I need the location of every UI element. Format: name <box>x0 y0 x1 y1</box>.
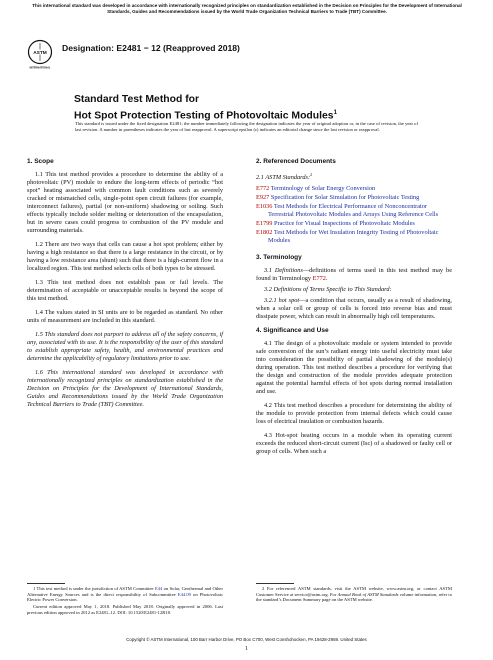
right-column <box>256 158 452 462</box>
title-line1: Standard Test Method for <box>74 94 200 105</box>
para-3-2: 3.2 Definitions of Terms Specific to This Standard: <box>264 286 392 294</box>
para-4-3: 4.3 Hot-spot heating occurs in a module when its operating current exceeds the reduced short-circuit current (Isc) of a shadowed or faulty cell or group of cells. When such a <box>256 432 452 456</box>
para-1-1: 1.1 This test method provides a procedure to determine the ability of a photovoltaic (PV) module to endure the long-term effects of periodic “hot spot” heating associated with common fault conditions such as severely cracked or mismatched cells, single-point open circuit failures (for example, interconnect failures), partial (or non-uniform) shadowing or soiling. Such effects typically include solder melting or deterioration of the encapsulation, but in severe cases could progress to combustion of the PV module and surrounding materials. <box>27 171 223 234</box>
ref-e1799[interactable]: E1799 Practice for Visual Inspections of Photovoltaic Modules <box>256 220 415 228</box>
para-3-2-1: 3.2.1 hot spot—a condition that occurs, usually as a result of shadowing, when a solar cell or group of cells is forced into reverse bias and must dissipate power, which can result in abnormally high cell temperatures. <box>256 297 452 321</box>
page-number: 1 <box>245 646 248 652</box>
astm-standards-label: 2.1 ASTM Standards:$^2$ <box>256 172 313 182</box>
designation: Designation: E2481 − 12 (Reapproved 2018) <box>62 43 240 53</box>
ref-e772[interactable]: E772 Terminology of Solar Energy Conversion <box>256 185 376 193</box>
issued-note: This standard is issued under the fixed designation E2481; the number immediately following the designation indicates the year of original adoption or, in the case of revision, the year of last revision. A number in parentheses indicates the year of last reapproval. A superscript epsilon (ε) indicates an editorial change since the last revision or reapproval. <box>75 121 418 132</box>
para-1-5: 1.5 This standard does not purport to address all of the safety concerns, if any, associated with its use. It is the responsibility of the user of this standard to establish appropriate safety, health, and environmental practices and determine the applicability of regulatory limitations prior to use. <box>27 331 223 362</box>
astm-logo-icon <box>27 39 53 71</box>
footnote-rule-right <box>256 583 294 584</box>
tbt-notice: This international standard was developed in accordance with internationally recognized principles on standardization established in the Decision on Principles for the Development of International Standards, Guides and Recommendations issued by the World Trade Organization Technical Barriers to Trade (TBT) Committee. <box>32 3 462 14</box>
significance-heading: 4. Significance and Use <box>256 327 329 335</box>
footnote-1: 1 This test method is under the jurisdiction of ASTM Committee E44 on Solar, Geothermal and Other Alternative Energy Sources and is the direct responsibility of Subcommittee E44.09 on Photovoltaic Electric Power Conversion. Current edition approved May 1, 2018. Published May 2018. Originally approved in 2006. Last previous edition approved in 2012 as E2481–12. DOI: 10.1520/E2481-12R18. <box>27 586 224 615</box>
terminology-heading: 3. Terminology <box>256 254 302 262</box>
svg-text:ASTM: ASTM <box>33 50 47 56</box>
footnote-rule-left <box>27 583 65 584</box>
para-4-2: 4.2 This test method describes a procedure for determining the ability of the module to provide protection from internal defects which could cause loss of electrical insulation or combustion hazards. <box>256 402 452 426</box>
para-1-4: 1.4 The values stated in SI units are to be regarded as standard. No other units of measurement are included in this standard. <box>27 309 223 324</box>
para-1-3: 1.3 This test method does not establish pass or fail levels. The determination of acceptable or unacceptable results is beyond the scope of this test method. <box>27 279 223 302</box>
subcommittee-e44-09-link[interactable]: E44.09 <box>177 591 191 597</box>
para-1-6: 1.6 This international standard was developed in accordance with internationally recognized principles on standardization established in the Decision on Principles for the Development of International Standards, Guides and Recommendations issued by the World Trade Organization Technical Barriers to Trade (TBT) Committee. <box>27 369 223 408</box>
terminology-e772-link[interactable]: E772 <box>312 275 326 283</box>
para-4-1: 4.1 The design of a photovoltaic module or system intended to provide safe conversion of the sun’s radiant energy into useful electricity must take into consideration the possibility of partial shadowing of the module(s) during operation. This test method describes a procedure for verifying that the design and construction of the module provides adequate protection against the potential harmful effects of hot spots during normal installation and use. <box>256 340 452 396</box>
scope-heading: 1. Scope <box>27 158 54 165</box>
ref-e1036[interactable]: E1036 Test Methods for Electrical Performance of Nonconcentrator Terrestrial Photovoltaic Modules and Arrays Using Reference Cells <box>256 203 439 219</box>
copyright-footer: Copyright © ASTM International, 100 Barr Harbor Drive, PO Box C700, West Conshohocken, PA 19428-2959. United States <box>126 637 367 642</box>
left-column <box>27 158 223 415</box>
footnote-2: 2 For referenced ASTM standards, visit the ASTM website, www.astm.org, or contact ASTM Customer Service at service@astm.org. For Annual Book of ASTM Standards volume information, refer to the standard’s Document Summary page on the ASTM website. <box>256 586 452 603</box>
para-3-1: 3.1 Definitions—definitions of terms used in this test method may be found in Terminology E772. <box>256 267 452 283</box>
document-title <box>74 94 434 122</box>
para-1-2: 1.2 There are two ways that cells can cause a hot spot problem; either by having a high resistance so that there is a large resistance in the circuit, or by having a low resistance area (shunt) such that there is a high-current flow in a localized region. This test method selects cells of both types to be stressed. <box>27 241 223 272</box>
astm-logo <box>27 39 53 71</box>
title-line2: Hot Spot Protection Testing of Photovoltaic Modules$^1$ <box>74 109 337 121</box>
referenced-documents-heading: 2. Referenced Documents <box>256 158 336 165</box>
ref-e927[interactable]: E927 Specification for Solar Simulation for Photovoltaic Testing <box>256 194 420 202</box>
ref-e1802[interactable]: E1802 Test Methods for Wet Insulation Integrity Testing of Photovoltaic Modules <box>256 229 439 245</box>
svg-text:INTERNATIONAL: INTERNATIONAL <box>29 66 51 70</box>
committee-e44-link[interactable]: E44 <box>154 586 163 591</box>
footnote-1-edition: Current edition approved May 1, 2018. Published May 2018. Originally approved in 2006. Last previous edition approved in 2012 as E2481–12. DOI: 10.1520/E2481-12R18. <box>27 604 223 615</box>
